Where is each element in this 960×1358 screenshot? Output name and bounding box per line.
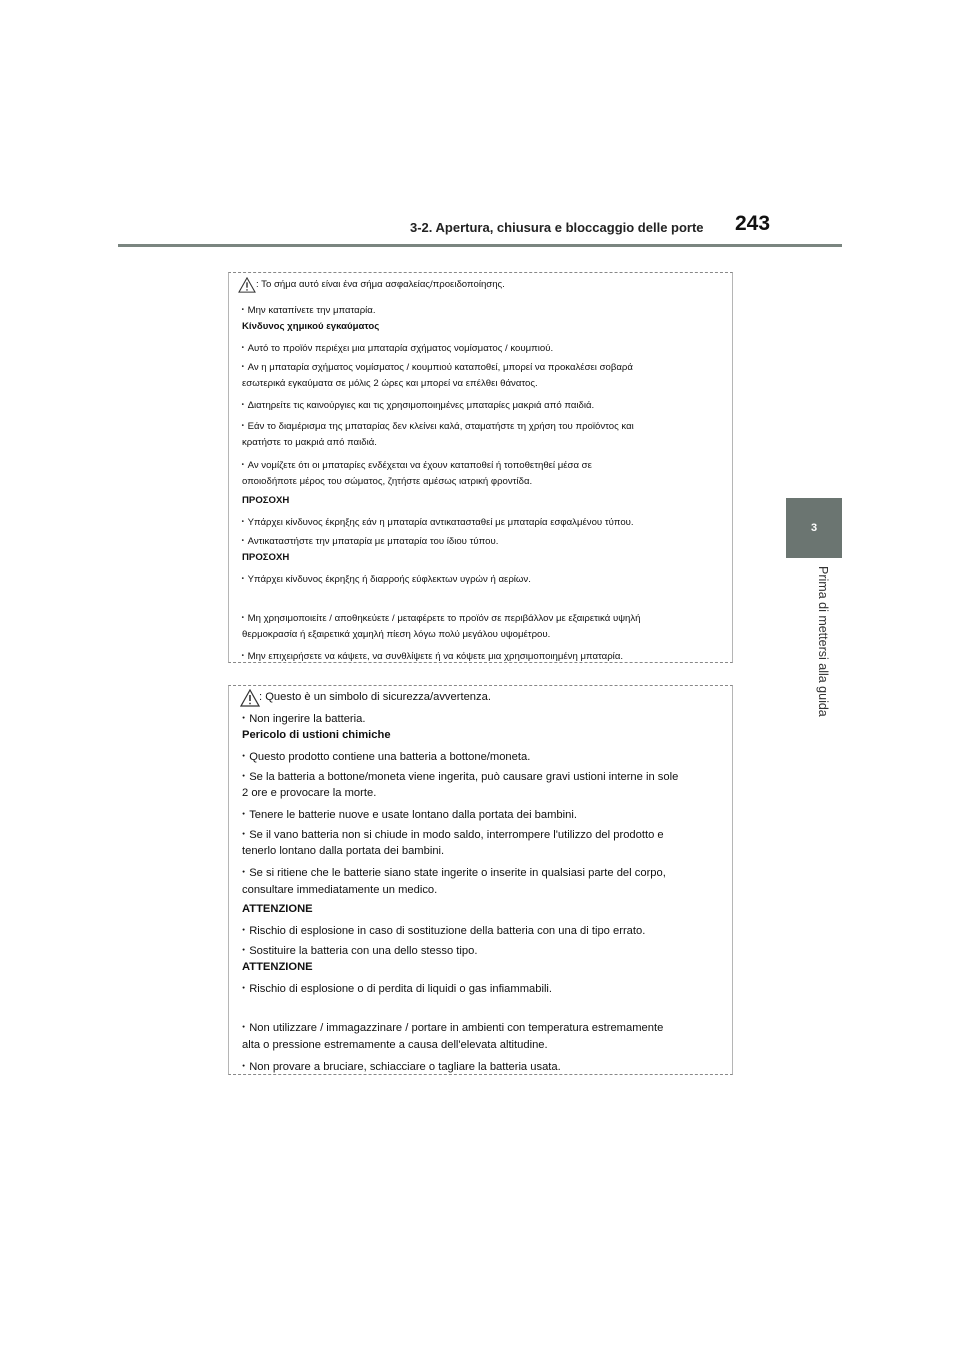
notice-text-line: θερμοκρασία ή εξαιρετικά χαμηλή πίεση λόγω πολύ μεγάλου υψομέτρου. [242, 629, 551, 640]
notice-greek [228, 272, 733, 663]
notice-heading: ΠΡΟΣΟΧΗ [242, 552, 290, 563]
warning-triangle-icon [240, 689, 260, 707]
notice-text-line: ・Tenere le batterie nuove e usate lontano dalla portata dei bambini. [238, 809, 577, 821]
notice-heading: Pericolo di ustioni chimiche [242, 729, 391, 741]
notice-heading: ΠΡΟΣΟΧΗ [242, 495, 290, 506]
notice-text-line: ・Non ingerire la batteria. [238, 713, 366, 725]
notice-text-line: ・Se la batteria a bottone/moneta viene ingerita, può causare gravi ustioni interne in sole [238, 771, 679, 783]
notice-text-line: ・Αν νομίζετε ότι οι μπαταρίες ενδέχεται να έχουν καταποθεί ή τοποθετηθεί μέσα σε [238, 460, 592, 471]
notice-text-line: ・Διατηρείτε τις καινούργιες και τις χρησιμοποιημένες μπαταρίες μακριά από παιδιά. [238, 400, 595, 411]
notice-text-line: : Questo è un simbolo di sicurezza/avvertenza. [259, 691, 491, 703]
notice-text-line: ・Μη χρησιμοποιείτε / αποθηκεύετε / μεταφέρετε το προϊόν σε περιβάλλον με εξαιρετικά υψηλή [238, 613, 641, 624]
notice-text-line: ・Υπάρχει κίνδυνος έκρηξης εάν η μπαταρία αντικατασταθεί με μπαταρία εσφαλμένου τύπου. [238, 517, 634, 528]
notice-text-line: ・Non provare a bruciare, schiacciare o tagliare la batteria usata. [238, 1061, 561, 1073]
notice-text-line: ・Αν η μπαταρία σχήματος νομίσματος / κουμπιού καταποθεί, μπορεί να προκαλέσει σοβαρά [238, 362, 633, 373]
notice-text-line: ・Αυτό το προϊόν περιέχει μια μπαταρία σχήματος νομίσματος / κουμπιού. [238, 343, 554, 354]
notice-text-line: ・Questo prodotto contiene una batteria a bottone/moneta. [238, 751, 531, 763]
notice-text-line: ・Αντικαταστήστε την μπαταρία με μπαταρία του ίδιου τύπου. [238, 536, 499, 547]
chapter-title: Prima di mettersi alla guida [816, 566, 830, 717]
notice-text-line: ・Non utilizzare / immagazzinare / portare in ambienti con temperatura estremamente [238, 1022, 664, 1034]
notice-text-line: tenerlo lontano dalla portata dei bambini. [242, 845, 445, 857]
warning-triangle-icon [238, 277, 256, 293]
notice-text-line: ・Rischio di esplosione o di perdita di liquidi o gas infiammabili. [238, 983, 553, 995]
notice-heading: Κίνδυνος χημικού εγκαύματος [242, 321, 380, 332]
notice-text-line: ・Sostituire la batteria con una dello stesso tipo. [238, 945, 478, 957]
notice-text-line: οποιοδήποτε μέρος του σώματος, ζητήστε αμέσως ιατρική φροντίδα. [242, 476, 533, 487]
chapter-tab [786, 498, 842, 558]
notice-text-line: ・Se il vano batteria non si chiude in modo saldo, interrompere l'utilizzo del prodotto e [238, 829, 664, 841]
page-number: 243 [735, 212, 771, 235]
header-rule [118, 244, 842, 247]
notice-text-line: ・Μην καταπίνετε την μπαταρία. [238, 305, 376, 316]
notice-text-line: consultare immediatamente un medico. [242, 884, 438, 896]
notice-italian [228, 685, 733, 1075]
notice-text-line: ・Εάν το διαμέρισμα της μπαταρίας δεν κλείνει καλά, σταματήστε τη χρήση του προϊόντος και [238, 421, 634, 432]
chapter-number: 3 [810, 522, 818, 534]
notice-text-line: εσωτερικά εγκαύματα σε μόλις 2 ώρες και μπορεί να επέλθει θάνατος. [242, 378, 538, 389]
notice-text-line: ・Rischio di esplosione in caso di sostituzione della batteria con una di tipo errato. [238, 925, 646, 937]
notice-text-line: alta o pressione estremamente a causa dell'elevata altitudine. [242, 1039, 548, 1051]
notice-text-line: κρατήστε το μακριά από παιδιά. [242, 437, 377, 448]
notice-text-line: 2 ore e provocare la morte. [242, 787, 377, 799]
notice-text-line: : Το σήμα αυτό είναι ένα σήμα ασφαλείας/προειδοποίησης. [256, 279, 505, 290]
notice-heading: ATTENZIONE [242, 903, 313, 915]
notice-text-line: ・Se si ritiene che le batterie siano state ingerite o inserite in qualsiasi parte del corpo, [238, 867, 666, 879]
section-title: 3-2. Apertura, chiusura e bloccaggio delle porte [410, 220, 704, 235]
notice-heading: ATTENZIONE [242, 961, 313, 973]
notice-text-line: ・Μην επιχειρήσετε να κάψετε, να συνθλίψετε ή να κόψετε μια χρησιμοποιημένη μπαταρία. [238, 651, 624, 662]
notice-text-line: ・Υπάρχει κίνδυνος έκρηξης ή διαρροής εύφλεκτων υγρών ή αερίων. [238, 574, 531, 585]
